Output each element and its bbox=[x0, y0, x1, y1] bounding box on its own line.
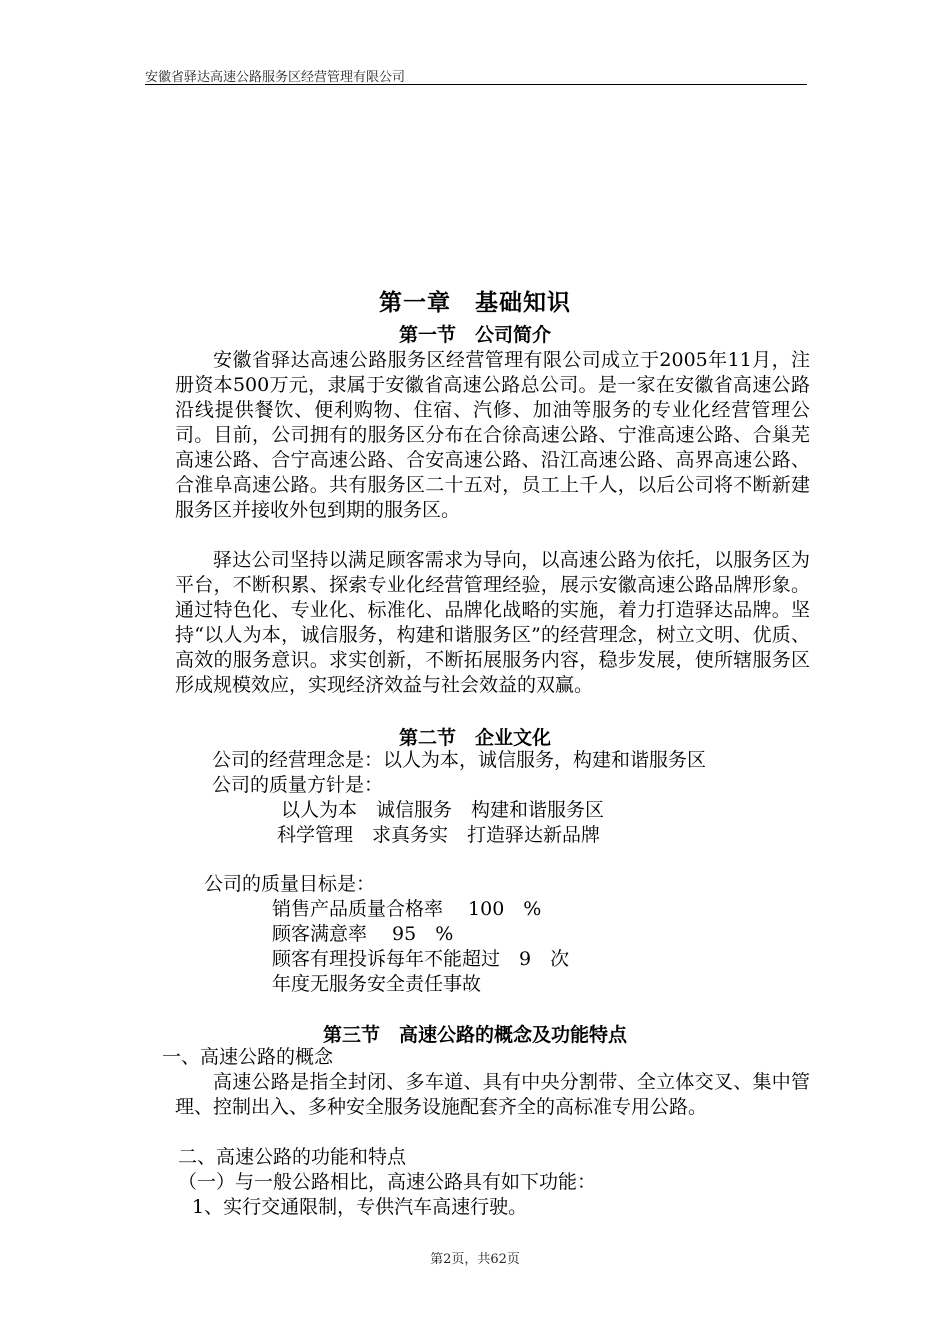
item-1-heading: 一、高速公路的概念 bbox=[162, 1046, 334, 1068]
quality-policy-line-1: 以人为本 诚信服务 构建和谐服务区 bbox=[281, 799, 605, 821]
header-rule bbox=[145, 84, 807, 85]
section-1-paragraph-1: 安徽省驿达高速公路服务区经营管理有限公司成立于2005年11月，注册资本500万元，隶属于安徽省高速公路总公司。是一家在安徽省高速公路沿线提供餐饮、便利购物、住宿、汽修、加油等服务的专业化经营管理公司。目前，公司拥有的服务区分布在合徐高速公路、宁淮高速公路、合巢芜高速公路、合宁高速公路、合安高速公路、沿江高速公路、高界高速公路、合淮阜高速公路。共有服务区二十五对，员工上千人，以后公司将不断新建服务区并接收外包到期的服务区。 bbox=[175, 349, 810, 521]
quality-goal-item: 年度无服务安全责任事故 bbox=[272, 973, 482, 995]
quality-goals-label: 公司的质量目标是： bbox=[204, 873, 376, 895]
page-number: 第2页，共62页 bbox=[430, 1252, 520, 1267]
chapter-title: 第一章 基础知识 bbox=[379, 289, 571, 316]
item-2-heading: 二、高速公路的功能和特点 bbox=[178, 1146, 407, 1168]
quality-policy-label: 公司的质量方针是： bbox=[212, 774, 384, 796]
quality-policy-line-2: 科学管理 求真务实 打造驿达新品牌 bbox=[277, 824, 601, 846]
quality-goal-item: 销售产品质量合格率 100 % bbox=[272, 898, 542, 920]
section-1-paragraph-2: 驿达公司坚持以满足顾客需求为导向，以高速公路为依托，以服务区为平台，不断积累、探索专业化经营管理经验，展示安徽高速公路品牌形象。通过特色化、专业化、标准化、品牌化战略的实施，着力打造驿达品牌。坚持“以人为本，诚信服务，构建和谐服务区”的经营理念，树立文明、优质、高效的服务意识。求实创新，不断拓展服务内容，稳步发展，使所辖服务区形成规模效应，实现经济效益与社会效益的双赢。 bbox=[175, 549, 810, 696]
quality-goal-item: 顾客有理投诉每年不能超过 9 次 bbox=[272, 948, 570, 970]
section-3-title: 第三节 高速公路的概念及功能特点 bbox=[322, 1024, 627, 1046]
quality-goal-item: 顾客满意率 95 % bbox=[272, 923, 454, 945]
section-1-title: 第一节 公司简介 bbox=[398, 324, 551, 346]
subsection-1-item-1: 1、实行交通限制，专供汽车高速行驶。 bbox=[192, 1196, 528, 1218]
header-company-name: 安徽省驿达高速公路服务区经营管理有限公司 bbox=[145, 70, 406, 85]
section-2-title: 第二节 企业文化 bbox=[398, 727, 551, 749]
subsection-1-heading: （一）与一般公路相比，高速公路具有如下功能： bbox=[178, 1171, 597, 1193]
item-1-text: 高速公路是指全封闭、多车道、具有中央分割带、全立体交叉、集中管理、控制出入、多种安全服务设施配套齐全的高标准专用公路。 bbox=[175, 1071, 810, 1118]
business-philosophy: 公司的经营理念是：以人为本，诚信服务，构建和谐服务区 bbox=[212, 749, 707, 771]
